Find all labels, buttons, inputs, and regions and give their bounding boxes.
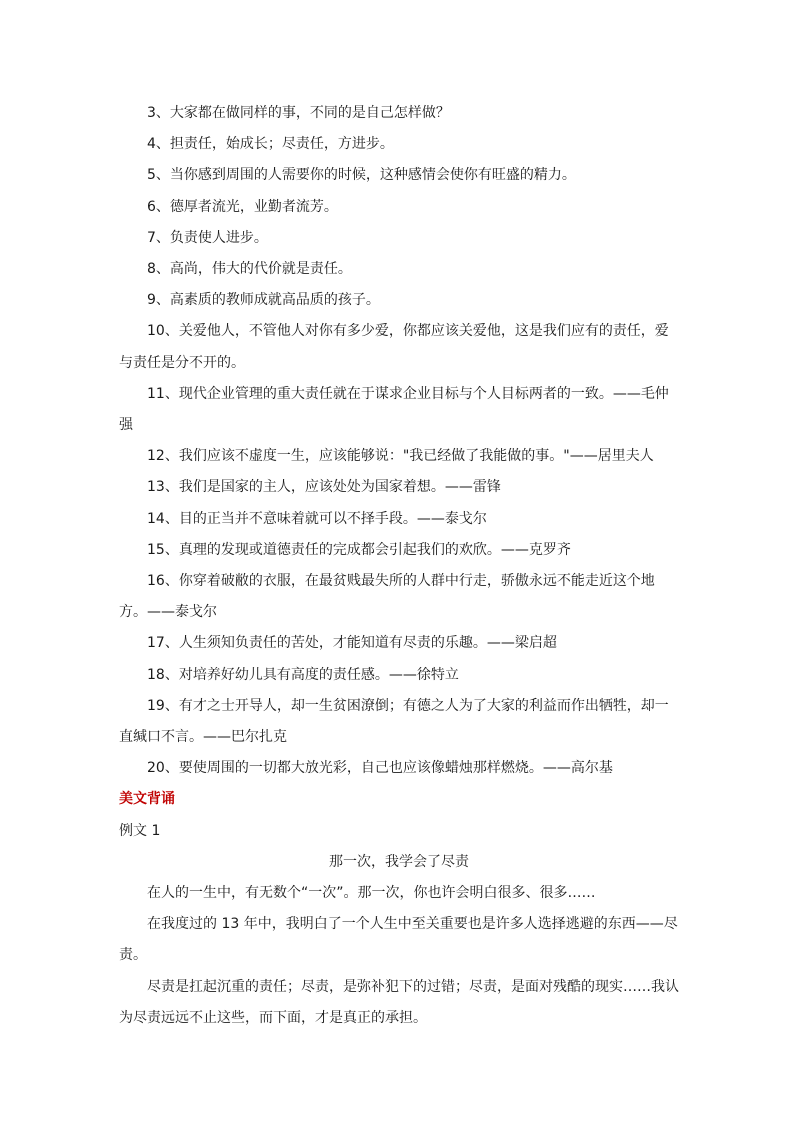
quote-14: 14、目的正当并不意味着就可以不择手段。——泰戈尔: [147, 510, 487, 527]
quote-10: 10、关爱他人，不管他人对你有多少爱，你都应该关爱他，这是我们应有的责任，爱与责任是分不开的。: [119, 323, 669, 371]
essay-paragraph: 在我度过的 13 年中，我明白了一个人生中至关重要也是许多人选择逃避的东西——尽责。: [119, 916, 678, 964]
essay-title: 那一次，我学会了尽责: [329, 853, 469, 870]
quote-9: 9、高素质的教师成就高品质的孩子。: [147, 292, 380, 309]
quote-15: 15、真理的发现或道德责任的完成都会引起我们的欢欣。——克罗齐: [147, 541, 571, 558]
quote-19: 19、有才之士开导人，却一生贫困潦倒；有德之人为了大家的利益而作出牺牲，却一直缄口不言。——巴尔扎克: [119, 697, 669, 746]
quote-3: 3、大家都在做同样的事，不同的是自己怎样做？: [147, 105, 450, 121]
essay-paragraph: 尽责是扛起沉重的责任；尽责，是弥补犯下的过错；尽责，是面对残酷的现实……我认为尽责远远不止这些，而下面，才是真正的承担。: [119, 978, 679, 1026]
quote-7: 7、负责使人进步。: [147, 229, 268, 246]
quote-16: 16、你穿着破敝的衣服，在最贫贱最失所的人群中行走，骄傲永远不能走近这个地方。——泰戈尔: [119, 573, 655, 621]
essay-paragraph: 在人的一生中，有无数个“一次”。那一次，你也许会明白很多、很多……: [147, 885, 596, 902]
document-body: [119, 98, 679, 1034]
quote-20: 20、要使周围的一切都大放光彩，自己也应该像蜡烛那样燃烧。——高尔基: [147, 760, 613, 777]
quote-17: 17、人生须知负责任的苦处，才能知道有尽责的乐趣。——梁启超: [147, 635, 557, 652]
quote-8: 8、高尚，伟大的代价就是责任。: [147, 261, 352, 278]
quote-18: 18、对培养好幼儿具有高度的责任感。——徐特立: [147, 666, 459, 683]
quote-4: 4、担责任，始成长；尽责任，方进步。: [147, 136, 394, 153]
section-heading: 美文背诵: [119, 791, 175, 808]
quote-5: 5、当你感到周围的人需要你的时候，这种感情会使你有旺盛的精力。: [147, 167, 576, 184]
quote-13: 13、我们是国家的主人，应该处处为国家着想。——雷锋: [147, 479, 501, 496]
quote-6: 6、德厚者流光，业勤者流芳。: [147, 198, 338, 215]
example-label: 例文 1: [119, 822, 161, 839]
quote-11: 11、现代企业管理的重大责任就在于谋求企业目标与个人目标两者的一致。——毛仲强: [119, 385, 669, 434]
quote-12: 12、我们应该不虚度一生，应该能够说："我已经做了我能做的事。"——居里夫人: [147, 448, 654, 465]
